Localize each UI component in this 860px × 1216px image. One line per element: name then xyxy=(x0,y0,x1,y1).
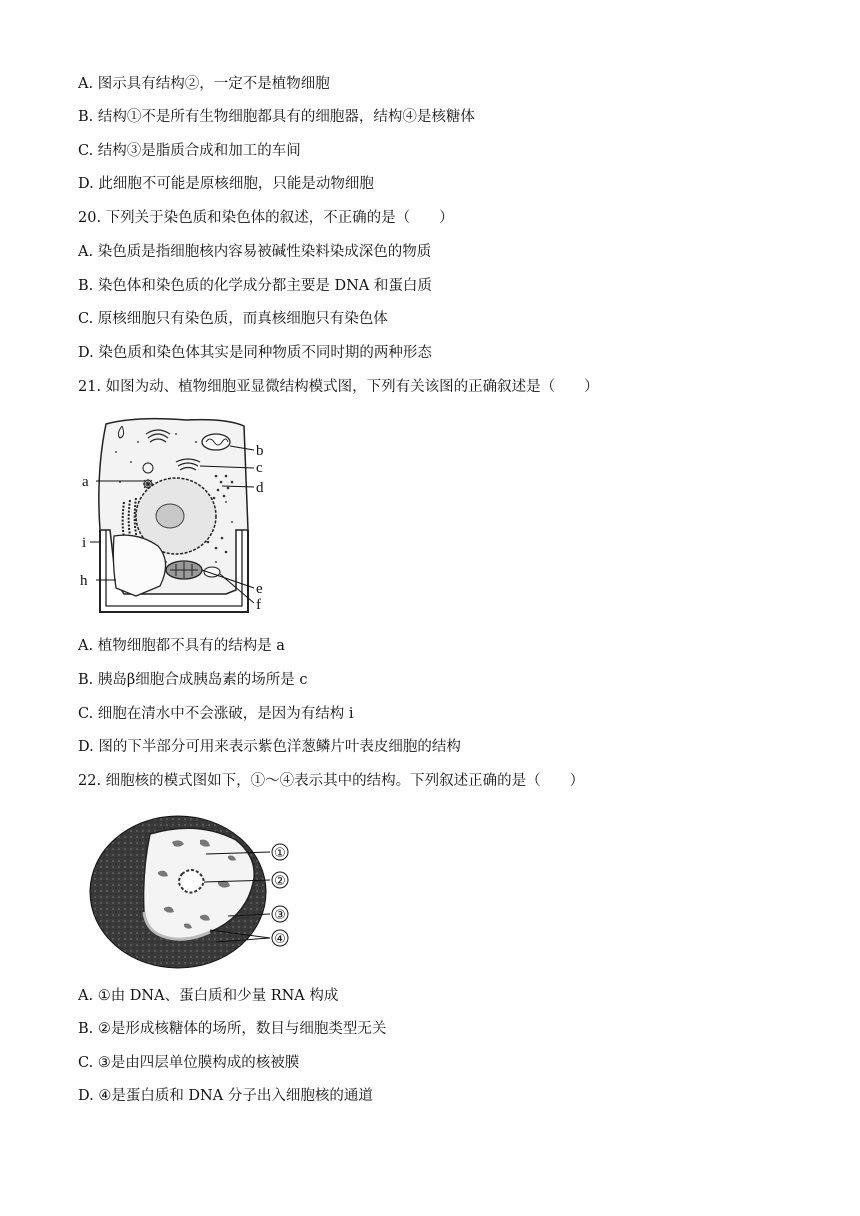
q22-stem: 22. 细胞核的模式图如下，①～④表示其中的结构。下列叙述正确的是（ ） xyxy=(78,773,585,789)
q22-option-c: C. ③是由四层单位膜构成的核被膜 xyxy=(78,1055,300,1071)
label-d: d xyxy=(256,480,264,496)
q20-option-b: B. 染色体和染色质的化学成分都主要是 DNA 和蛋白质 xyxy=(78,278,432,294)
label-h: h xyxy=(80,573,88,589)
label-c: c xyxy=(256,460,263,476)
q22-option-d: D. ④是蛋白质和 DNA 分子出入细胞核的通道 xyxy=(78,1088,373,1104)
label-i: i xyxy=(82,535,87,551)
q20-option-c: C. 原核细胞只有染色质，而真核细胞只有染色体 xyxy=(78,311,388,327)
q19-option-c: C. 结构③是脂质合成和加工的车间 xyxy=(78,143,301,159)
q21-option-a: A. 植物细胞都不具有的结构是 a xyxy=(78,638,285,654)
q19-option-d: D. 此细胞不可能是原核细胞，只能是动物细胞 xyxy=(78,176,374,192)
q21-option-b: B. 胰岛β细胞合成胰岛素的场所是 c xyxy=(78,672,308,688)
label-f: f xyxy=(256,597,261,613)
q19-option-a: A. 图示具有结构②，一定不是植物细胞 xyxy=(78,76,330,92)
q22-option-b: B. ②是形成核糖体的场所，数目与细胞类型无关 xyxy=(78,1021,387,1037)
q21-option-d: D. 图的下半部分可用来表示紫色洋葱鳞片叶表皮细胞的结构 xyxy=(78,739,461,755)
q20-stem: 20. 下列关于染色质和染色体的叙述，不正确的是（ ） xyxy=(78,210,454,226)
label-3: ③ xyxy=(274,908,286,923)
q19-option-b: B. 结构①不是所有生物细胞都具有的细胞器，结构④是核糖体 xyxy=(78,109,475,125)
q21-option-c: C. 细胞在清水中不会涨破，是因为有结构 i xyxy=(78,706,354,722)
q20-option-a: A. 染色质是指细胞核内容易被碱性染料染成深色的物质 xyxy=(78,244,432,260)
nucleus-model-diagram xyxy=(88,812,298,972)
label-e: e xyxy=(256,581,263,597)
label-4: ④ xyxy=(274,932,286,947)
label-1: ① xyxy=(274,846,286,861)
q20-option-d: D. 染色质和染色体其实是同种物质不同时期的两种形态 xyxy=(78,345,432,361)
cell-structure-diagram xyxy=(76,412,276,618)
q22-option-a: A. ①由 DNA、蛋白质和少量 RNA 构成 xyxy=(78,988,339,1004)
q21-stem: 21. 如图为动、植物细胞亚显微结构模式图，下列有关该图的正确叙述是（ ） xyxy=(78,379,599,395)
label-b: b xyxy=(256,443,264,459)
label-a: a xyxy=(82,474,89,490)
label-2: ② xyxy=(274,874,286,889)
nucleolus xyxy=(156,504,184,528)
